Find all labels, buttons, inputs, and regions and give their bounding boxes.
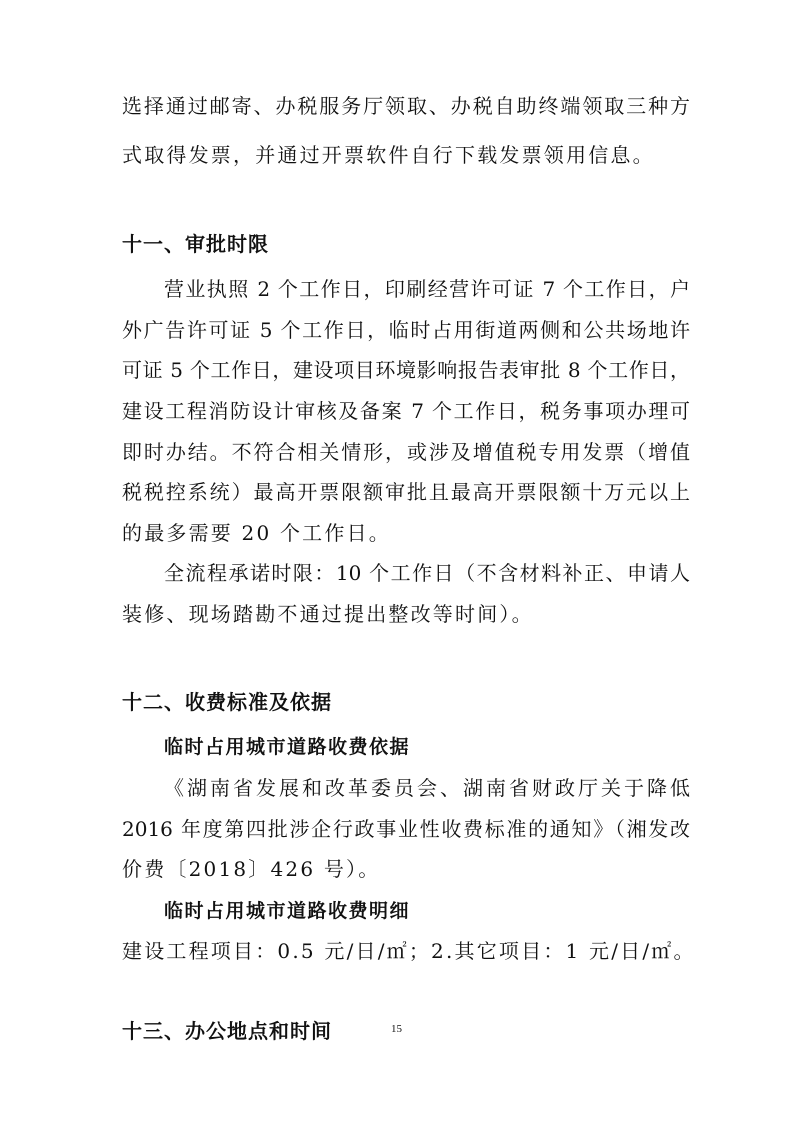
section-12-detail-line: 建设工程项目：0.5 元/日/㎡；2.其它项目：1 元/日/㎡。 xyxy=(122,939,696,963)
section-11-para2-line-1: 全流程承诺时限：10 个工作日（不含材料补正、申请人 xyxy=(164,561,690,585)
section-11-para1-line-1: 营业执照 2 个工作日，印刷经营许可证 7 个工作日，户 xyxy=(164,277,690,301)
section-12-title: 十二、收费标准及依据 xyxy=(122,690,332,714)
section-11-para1-line-7: 的最多需要 20 个工作日。 xyxy=(122,521,391,545)
section-13-title: 十三、办公地点和时间 xyxy=(122,1019,332,1043)
page-number: 15 xyxy=(391,1023,402,1035)
section-11-para1-line-5: 即时办结。不符合相关情形，或涉及增值税专用发票（增值 xyxy=(122,440,690,464)
section-12-basis-title: 临时占用城市道路收费依据 xyxy=(164,736,411,758)
intro-line-1: 选择通过邮寄、办税服务厅领取、办税自助终端领取三种方 xyxy=(122,94,690,118)
section-11-para1-line-4: 建设工程消防设计审核及备案 7 个工作日，税务事项办理可 xyxy=(122,399,690,423)
section-11-para1-line-3: 可证 5 个工作日，建设项目环境影响报告表审批 8 个工作日， xyxy=(122,358,690,382)
section-11-title: 十一、审批时限 xyxy=(122,232,269,256)
section-11-para2-line-2: 装修、现场踏勘不通过提出整改等时间）。 xyxy=(122,602,534,626)
section-12-basis-line-2: 2016 年度第四批涉企行政事业性收费标准的通知》（湘发改 xyxy=(122,817,690,841)
section-12-basis-line-3: 价费〔2018〕426 号）。 xyxy=(122,857,381,881)
intro-line-2: 式取得发票，并通过开票软件自行下载发票领用信息。 xyxy=(122,143,655,167)
section-12-basis-line-1: 《湖南省发展和改革委员会、湖南省财政厅关于降低 xyxy=(164,776,690,800)
section-11-para1-line-6: 税税控系统）最高开票限额审批且最高开票限额十万元以上 xyxy=(122,480,690,504)
section-11-para1-line-2: 外广告许可证 5 个工作日，临时占用街道两侧和公共场地许 xyxy=(122,318,690,342)
section-12-detail-title: 临时占用城市道路收费明细 xyxy=(164,900,411,922)
